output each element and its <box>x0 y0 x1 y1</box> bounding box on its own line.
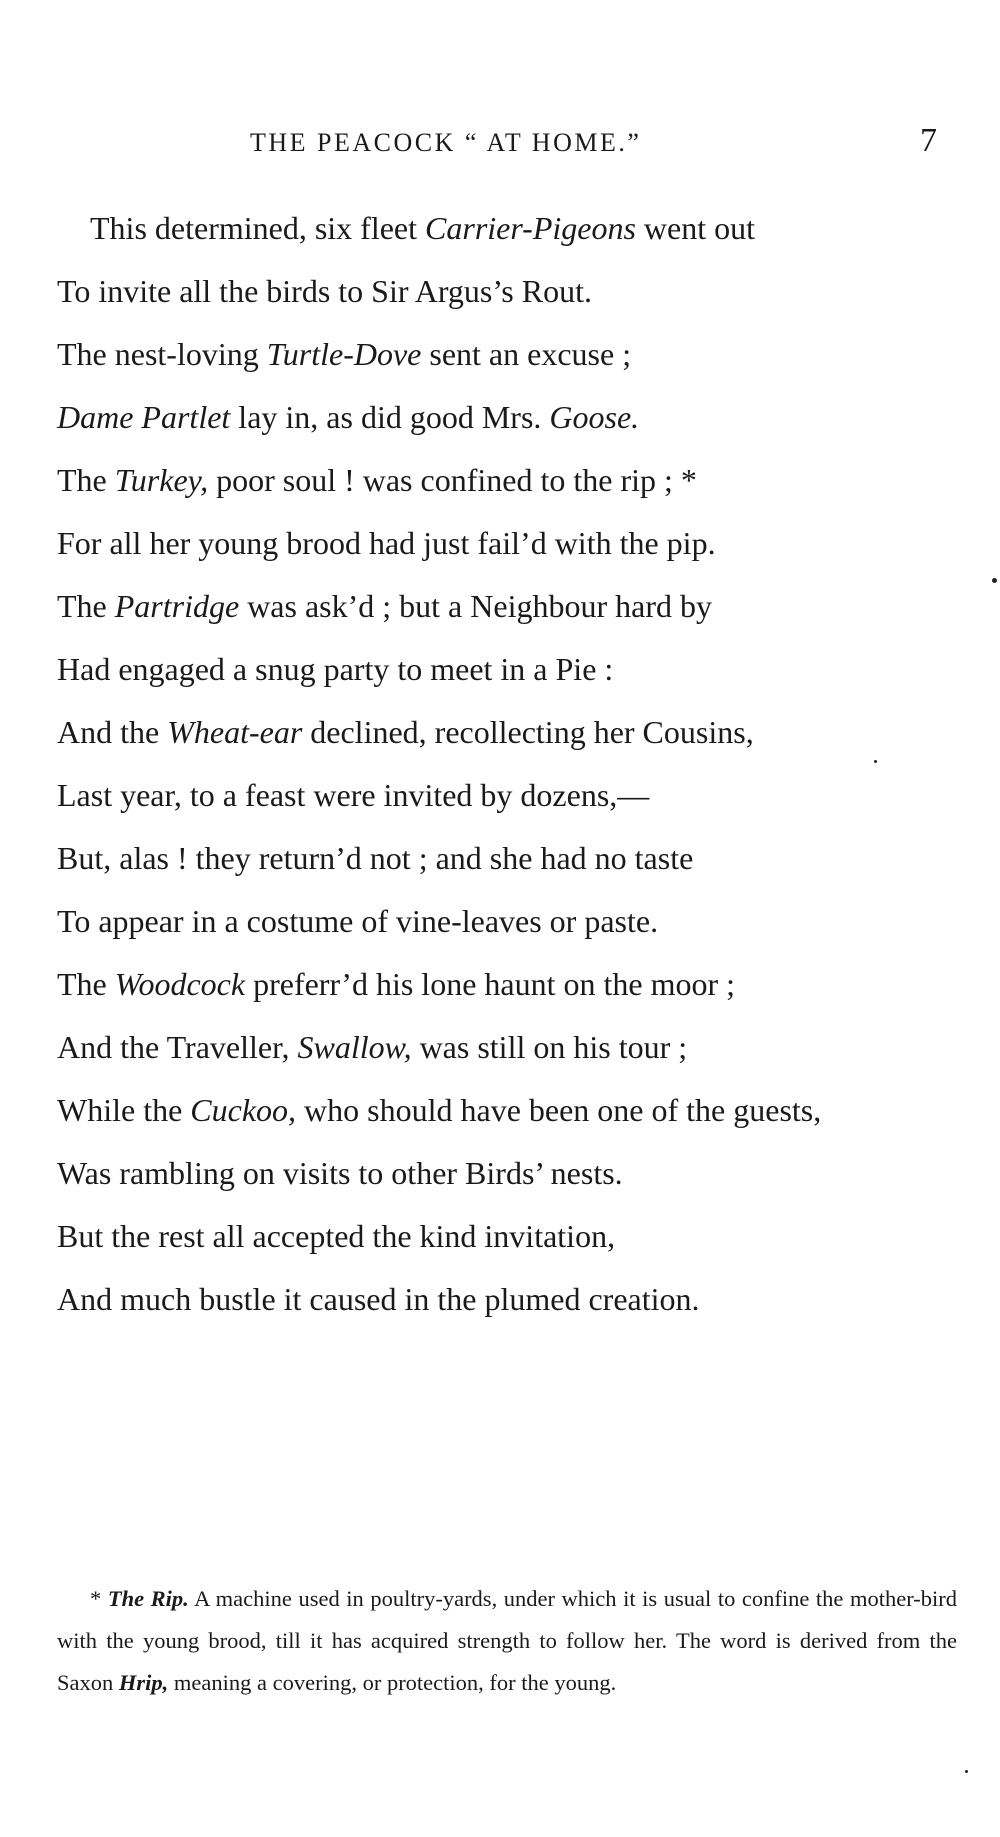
poem-line: The Partridge was ask’d ; but a Neighbour hard by <box>57 588 712 624</box>
poem-line: To invite all the birds to Sir Argus’s Rout. <box>57 273 592 309</box>
footnote-text: A machine used in poultry-yards, under which it is usual to confine the mother-bird with the young brood, till it has acquired strength to follow her. The word is derived from the Saxon <box>57 1586 958 1695</box>
footnote-term: The Rip. <box>107 1586 189 1611</box>
poem-line: This determined, six fleet Carrier-Pigeons went out <box>90 210 756 246</box>
print-speck <box>992 578 997 583</box>
running-header <box>0 122 1000 168</box>
poem-line: But the rest all accepted the kind invitation, <box>57 1218 616 1254</box>
poem-line: To appear in a costume of vine-leaves or paste. <box>57 903 659 939</box>
poem-line: For all her young brood had just fail’d with the pip. <box>57 525 716 561</box>
footnote-text-end: meaning a covering, or protection, for the young. <box>168 1670 617 1695</box>
poem-line: Dame Partlet lay in, as did good Mrs. Goose. <box>57 399 640 435</box>
poem-line: Last year, to a feast were invited by dozens,— <box>57 777 650 813</box>
footnote-marker: * <box>90 1586 108 1611</box>
running-title: THE PEACOCK “ AT HOME.” <box>250 128 642 157</box>
poem-line: The Turkey, poor soul ! was confined to the rip ; * <box>57 462 697 498</box>
print-speck <box>874 760 877 763</box>
poem-line: The Woodcock preferr’d his lone haunt on the moor ; <box>57 966 736 1002</box>
poem-line: Was rambling on visits to other Birds’ nests. <box>57 1155 623 1191</box>
footnote <box>57 1578 957 1704</box>
poem-line: And much bustle it caused in the plumed creation. <box>57 1281 700 1317</box>
poem-line: The nest-loving Turtle-Dove sent an excuse ; <box>57 336 632 372</box>
poem-line: And the Traveller, Swallow, was still on his tour ; <box>57 1029 688 1065</box>
poem-line: Had engaged a snug party to meet in a Pie : <box>57 651 614 687</box>
poem-line: While the Cuckoo, who should have been one of the guests, <box>57 1092 822 1128</box>
footnote-term-saxon: Hrip, <box>118 1670 169 1695</box>
page-number: 7 <box>920 122 937 159</box>
poem-line: And the Wheat-ear declined, recollecting her Cousins, <box>57 714 754 750</box>
poem-line: But, alas ! they return’d not ; and she had no taste <box>57 840 694 876</box>
print-speck <box>965 1770 968 1773</box>
